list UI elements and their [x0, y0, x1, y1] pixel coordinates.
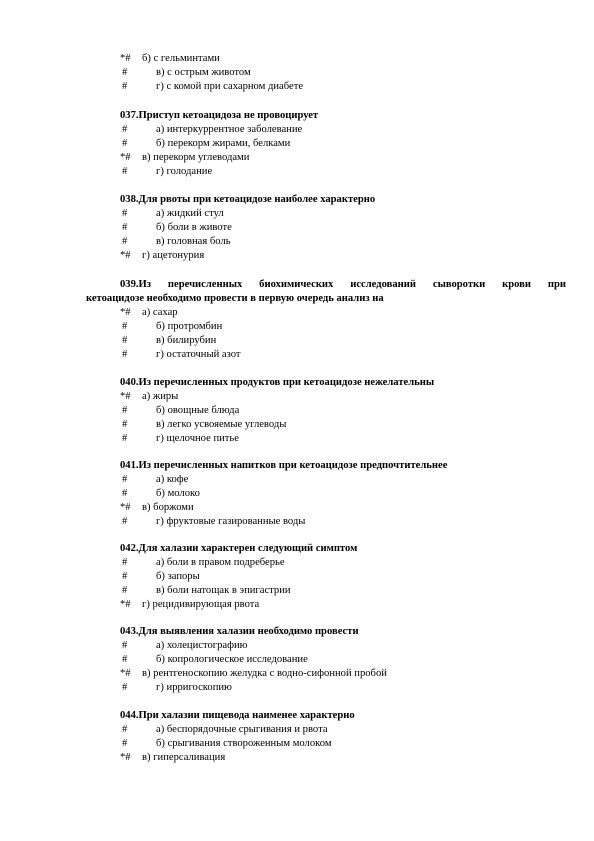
answer-text: в) рентгеноскопию желудка с водно-сифонной пробой: [142, 668, 387, 679]
answer-mark: *#: [120, 391, 131, 402]
answer-text: в) головная боль: [156, 236, 231, 247]
answer-mark: #: [122, 236, 128, 247]
answer-mark: #: [122, 166, 128, 177]
answer-text: б) срыгивания створоженным молоком: [156, 738, 332, 749]
answer-text: г) ирригоскопию: [156, 682, 232, 693]
answer-mark: #: [122, 433, 128, 444]
answer-mark: *#: [120, 307, 131, 318]
answer-text: г) рецидивирующая рвота: [142, 599, 260, 610]
answer-text: а) кофе: [156, 474, 189, 485]
answer-mark: #: [122, 474, 128, 485]
answer-text: г) остаточный азот: [156, 349, 241, 360]
answer-mark: *#: [120, 599, 131, 610]
answer-text: а) холецистографию: [156, 640, 248, 651]
answer-mark: #: [122, 516, 128, 527]
answer-text: б) перекорм жирами, белками: [156, 138, 291, 149]
answer-mark: #: [122, 81, 128, 92]
answer-text: б) молоко: [156, 488, 200, 499]
question-heading: 037.Приступ кетоацидоза не провоцирует: [120, 110, 319, 121]
question-heading: 044.При халазии пищевода наименее характерно: [120, 710, 355, 721]
answer-mark: #: [122, 208, 128, 219]
question-heading: 042.Для халазии характерен следующий симптом: [120, 543, 358, 554]
answer-text: в) с острым животом: [156, 67, 251, 78]
answer-text: б) овощные блюда: [156, 405, 240, 416]
answer-mark: #: [122, 321, 128, 332]
answer-text: г) голодание: [156, 166, 213, 177]
answer-mark: #: [122, 640, 128, 651]
answer-text: в) легко усвояемые углеводы: [156, 419, 287, 430]
answer-mark: #: [122, 349, 128, 360]
answer-text: б) протромбин: [156, 321, 223, 332]
answer-text: а) интеркуррентное заболевание: [156, 124, 303, 135]
question-heading: 038.Для рвоты при кетоацидозе наиболее характерно: [120, 194, 376, 205]
answer-text: б) с гельминтами: [142, 53, 220, 64]
answer-mark: #: [122, 557, 128, 568]
answer-mark: *#: [120, 752, 131, 763]
answer-text: г) ацетонурия: [142, 250, 205, 261]
answer-mark: *#: [120, 668, 131, 679]
answer-text: г) щелочное питье: [156, 433, 239, 444]
answer-mark: #: [122, 419, 128, 430]
question-line-1: 039.Из перечисленных биохимических исследований сыворотки крови при: [120, 279, 566, 290]
answer-text: г) с комой при сахарном диабете: [156, 81, 304, 92]
answer-mark: *#: [120, 53, 131, 64]
answer-text: б) запоры: [156, 571, 200, 582]
answer-mark: #: [122, 488, 128, 499]
answer-mark: #: [122, 571, 128, 582]
answer-text: а) жиры: [142, 391, 179, 402]
answer-text: б) боли в животе: [156, 222, 232, 233]
answer-mark: #: [122, 124, 128, 135]
answer-text: а) жидкий стул: [156, 208, 224, 219]
answer-text: а) сахар: [142, 307, 178, 318]
answer-mark: #: [122, 738, 128, 749]
answer-mark: *#: [120, 250, 131, 261]
question-heading: [86, 278, 566, 305]
answer-mark: #: [122, 67, 128, 78]
answer-mark: #: [122, 585, 128, 596]
answer-text: г) фруктовые газированные воды: [156, 516, 306, 527]
answer-text: в) перекорм углеводами: [142, 152, 250, 163]
answer-mark: #: [122, 335, 128, 346]
answer-mark: #: [122, 222, 128, 233]
question-heading: 043.Для выявления халазии необходимо провести: [120, 626, 359, 637]
answer-text: в) гиперсаливация: [142, 752, 226, 763]
answer-mark: *#: [120, 152, 131, 163]
answer-text: в) боли натощак в эпигастрии: [156, 585, 291, 596]
answer-text: б) копрологическое исследование: [156, 654, 308, 665]
answer-mark: #: [122, 724, 128, 735]
answer-text: а) боли в правом подреберье: [156, 557, 285, 568]
question-line-2: кетоацидозе необходимо провести в первую очередь анализ на: [86, 292, 384, 304]
answer-text: в) билирубин: [156, 335, 217, 346]
answer-mark: #: [122, 138, 128, 149]
answer-mark: #: [122, 654, 128, 665]
answer-mark: #: [122, 682, 128, 693]
question-heading: 041.Из перечисленных напитков при кетоацидозе предпочтительнее: [120, 460, 448, 471]
answer-mark: *#: [120, 502, 131, 513]
answer-mark: #: [122, 405, 128, 416]
question-heading: 040.Из перечисленных продуктов при кетоацидозе нежелательны: [120, 377, 435, 388]
answer-text: а) беспорядочные срыгивания и рвота: [156, 724, 328, 735]
answer-text: в) боржоми: [142, 502, 194, 513]
